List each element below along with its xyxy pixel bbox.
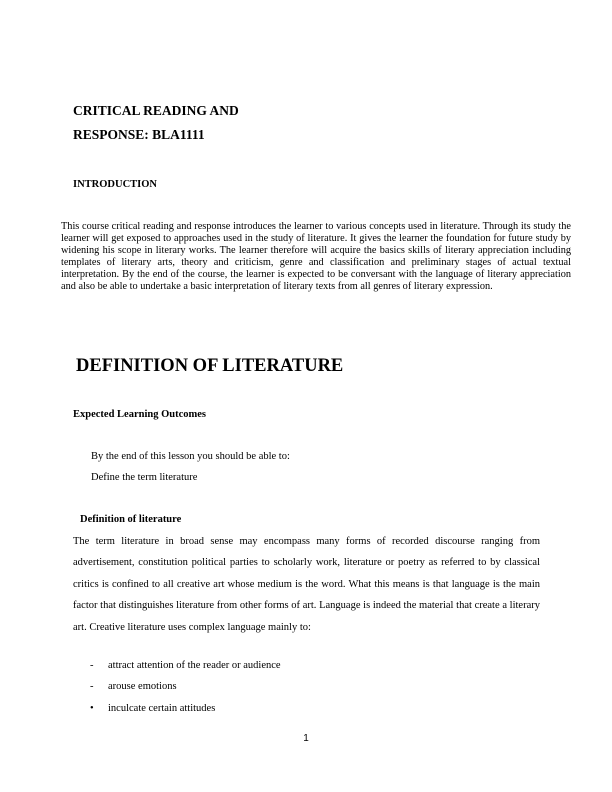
learning-outcomes-intro: By the end of this lesson you should be able to: [91,451,290,462]
dash-marker: - [90,681,94,693]
learning-outcome-item: Define the term literature [91,472,198,483]
list-item-text: inculcate certain attitudes [108,702,216,714]
list-item [90,655,281,676]
expected-learning-outcomes-heading: Expected Learning Outcomes [73,409,206,420]
definition-of-literature-subheading: Definition of literature [80,514,182,525]
bullet-marker: • [90,702,94,714]
introduction-paragraph: This course critical reading and response introduces the learner to various concepts used in literature. Through its study the learner will get exposed to approaches used in the study of literature. It gives the learner the foundation for future study by widening his scope in literary works. The learner therefore will acquire the basics skills of literary appreciation including templates of literary arts, theory and criticism, genre and classification and preliminary stages of actual textual interpretation. By the end of the course, the learner is expected to be conversant with the language of literary appreciation and also be able to undertake a basic interpretation of literary texts from all genres of literary expression. [61,221,571,292]
definition-of-literature-heading: DEFINITION OF LITERATURE [76,356,344,376]
dash-marker: - [90,660,94,671]
literature-purpose-list [90,655,281,719]
list-item-text: arouse emotions [108,681,177,693]
list-item-text: attract attention of the reader or audience [108,660,281,671]
list-item [90,676,281,697]
document-title-line-1: CRITICAL READING AND [73,103,239,118]
document-title-line-2: RESPONSE: BLA1111 [73,127,205,142]
definition-paragraph: The term literature in broad sense may encompass many forms of recorded discourse ranging from advertisement, constitution political parties to scholarly work, literature or poetry as referred to by classical critics is confined to all creative art whose medium is the word. What this means is that language is the main factor that distinguishes literature from other forms of art. Language is indeed the material that create a literary art. Creative literature uses complex language mainly to: [73,536,540,633]
page-number: 1 [303,733,309,744]
list-item [90,698,281,719]
introduction-heading: INTRODUCTION [73,179,158,190]
